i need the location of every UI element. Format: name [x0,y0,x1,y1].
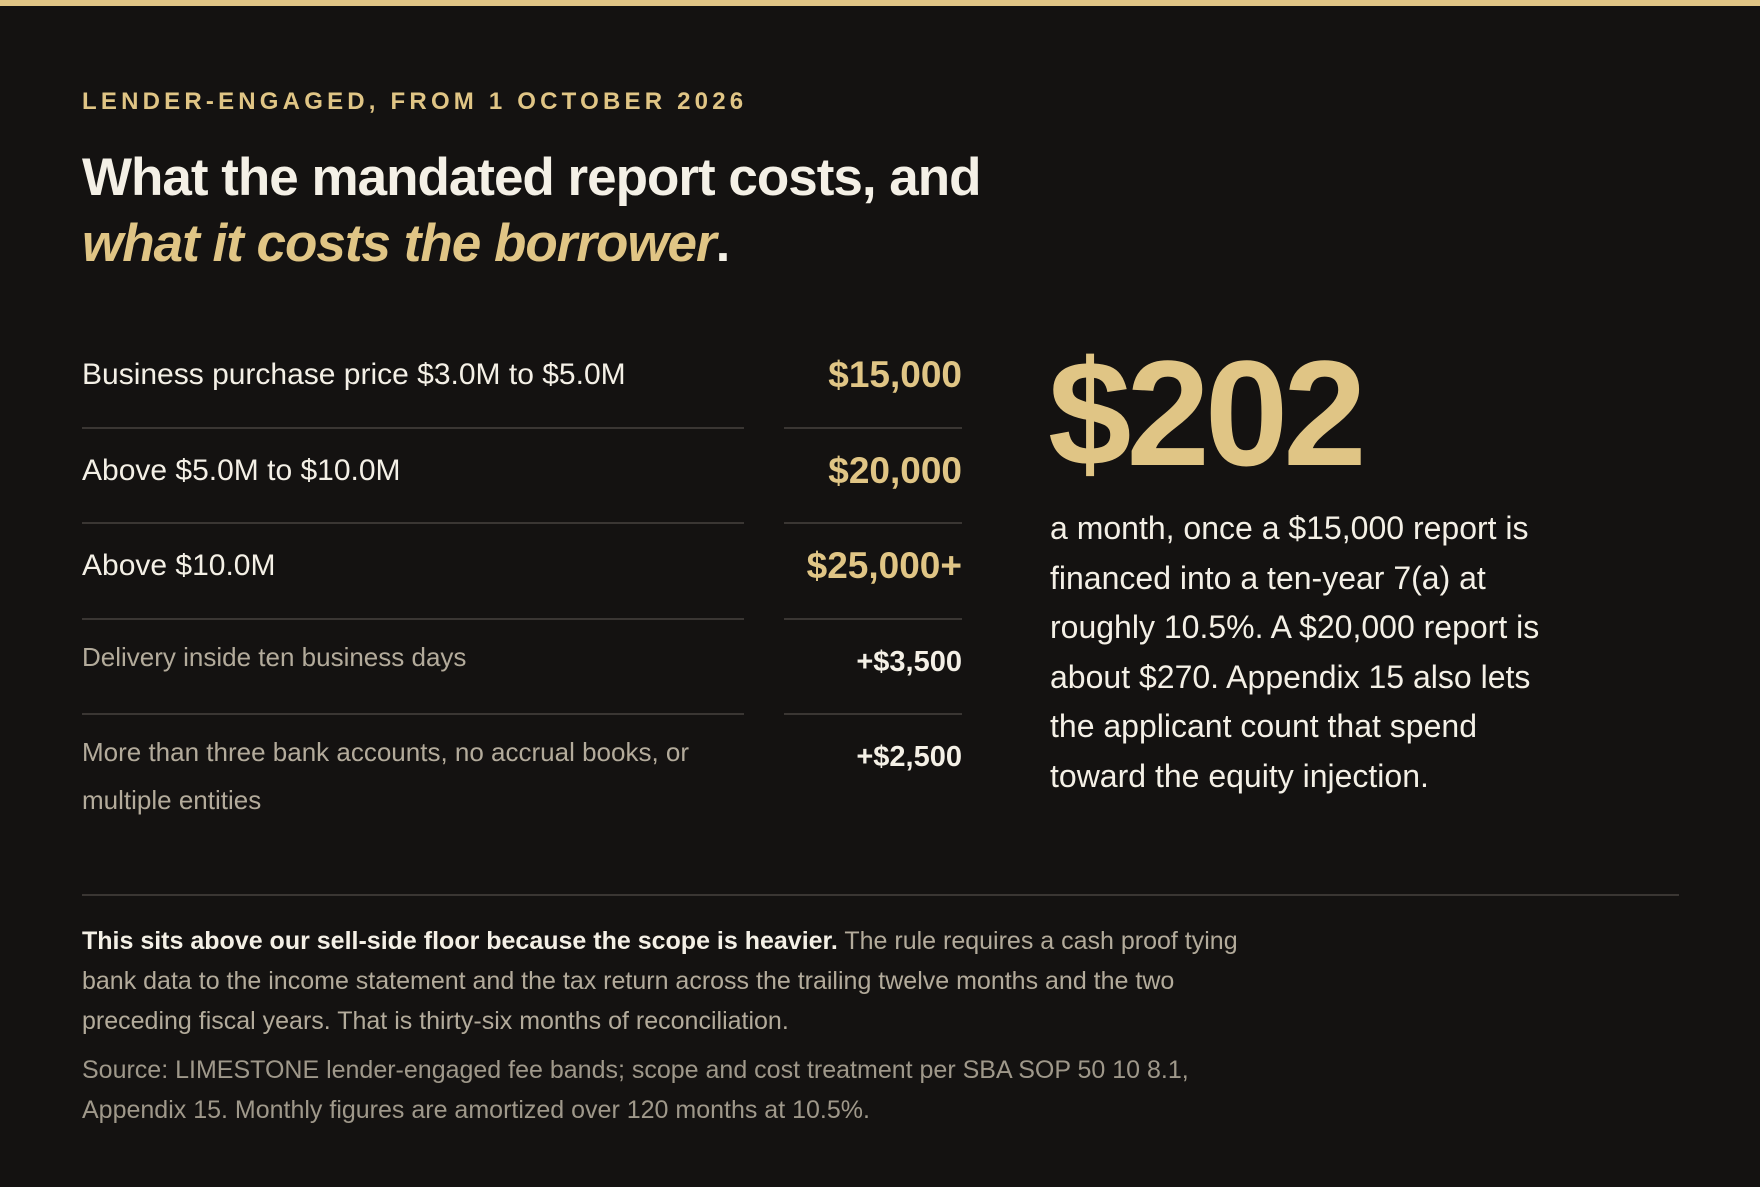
fee-row-addon [82,620,962,716]
title-period: . [715,214,730,273]
addon-label: Delivery inside ten business days [82,641,467,672]
fee-value: $20,000 [828,449,962,491]
section-divider [82,894,1679,896]
page-title [82,145,981,277]
fee-label: Above $10.0M [82,549,276,582]
fee-row [82,429,962,525]
fee-value: $15,000 [828,354,962,395]
monthly-cost-figure: $202 [1048,329,1362,497]
footnote-lead: This sits above our sell-side floor because the scope is heavier. [82,927,838,955]
title-line-2 [82,211,981,277]
fee-row [82,524,962,620]
section-eyebrow: LENDER-ENGAGED, FROM 1 OCTOBER 2026 [82,88,748,115]
top-accent-rule [0,0,1760,6]
fee-row-addon [82,715,962,835]
scope-footnote [82,921,1282,1041]
title-accent: what it costs the borrower [82,214,716,273]
monthly-cost-note: a month, once a $15,000 report is financed into a ten-year 7(a) at roughly 10.5%. A $20,000 report is about $270. Appendix 15 also lets the applicant count that spend toward the equity injection. [1050,510,1540,794]
footnote-body: The rule requires a cash proof tying bank data to the income statement and the tax return across the trailing twelve months and the two preceding fiscal years. That is thirty-six months of reconciliation. [82,927,1238,1035]
fee-table [82,333,962,835]
addon-label: More than three bank accounts, no accrual books, or multiple entities [82,737,690,815]
fee-value: $25,000+ [806,545,962,586]
fee-row [82,333,962,429]
addon-value: +$3,500 [856,645,962,678]
fee-label: Above $5.0M to $10.0M [82,453,401,487]
title-line-1: What the mandated report costs, and [82,148,981,207]
addon-value: +$2,500 [856,741,962,773]
fee-label: Business purchase price $3.0M to $5.0M [82,358,626,391]
source-note: Source: LIMESTONE lender-engaged fee bands; scope and cost treatment per SBA SOP 50 10 8.1, Appendix 15. Monthly figures are amortized over 120 months at 10.5%. [82,1056,1189,1124]
